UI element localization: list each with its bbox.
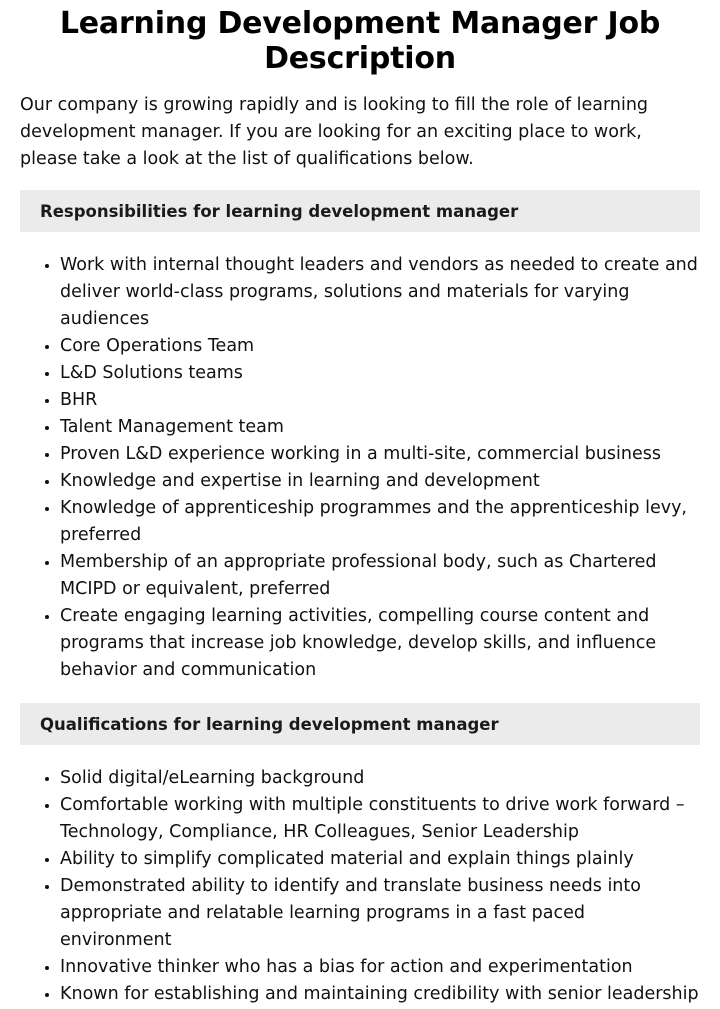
responsibilities-heading: Responsibilities for learning development manager <box>20 190 700 232</box>
intro-paragraph: Our company is growing rapidly and is looking to fill the role of learning development manager. If you are looking for an exciting place to work, please take a look at the list of qualifications below. <box>20 95 649 169</box>
list-item: • Core Operations Team <box>60 333 700 360</box>
list-item: • Solid digital/eLearning background <box>60 765 700 792</box>
list-item: • Proven L&D experience working in a multi-site, commercial business <box>60 441 700 468</box>
list-item: • Talent Management team <box>60 414 700 441</box>
list-item: • Comfortable working with multiple constituents to drive work forward – Technology, Compliance, HR Colleagues, Senior Leadership <box>60 792 700 846</box>
list-item: • Create engaging learning activities, compelling course content and programs that increase job knowledge, develop skills, and influence behavior and communication <box>60 603 700 684</box>
qualifications-list <box>20 765 700 1008</box>
list-item: • Knowledge and expertise in learning and development <box>60 468 700 495</box>
responsibilities-list <box>20 252 700 684</box>
list-item: • Demonstrated ability to identify and translate business needs into appropriate and relatable learning programs in a fast paced environment <box>60 873 700 954</box>
list-item: • L&D Solutions teams <box>60 360 700 387</box>
list-item: • Work with internal thought leaders and vendors as needed to create and deliver world-class programs, solutions and materials for varying audiences <box>60 252 700 333</box>
list-item: • Ability to simplify complicated material and explain things plainly <box>60 846 700 873</box>
list-item: • Innovative thinker who has a bias for action and experimentation <box>60 954 700 981</box>
list-item: • Known for establishing and maintaining credibility with senior leadership <box>60 981 700 1008</box>
qualifications-heading: Qualifications for learning development manager <box>20 703 700 745</box>
list-item: • BHR <box>60 387 700 414</box>
page-title: Learning Development Manager Job Description <box>59 6 661 76</box>
list-item: • Membership of an appropriate professional body, such as Chartered MCIPD or equivalent, preferred <box>60 549 700 603</box>
list-item: • Knowledge of apprenticeship programmes and the apprenticeship levy, preferred <box>60 495 700 549</box>
